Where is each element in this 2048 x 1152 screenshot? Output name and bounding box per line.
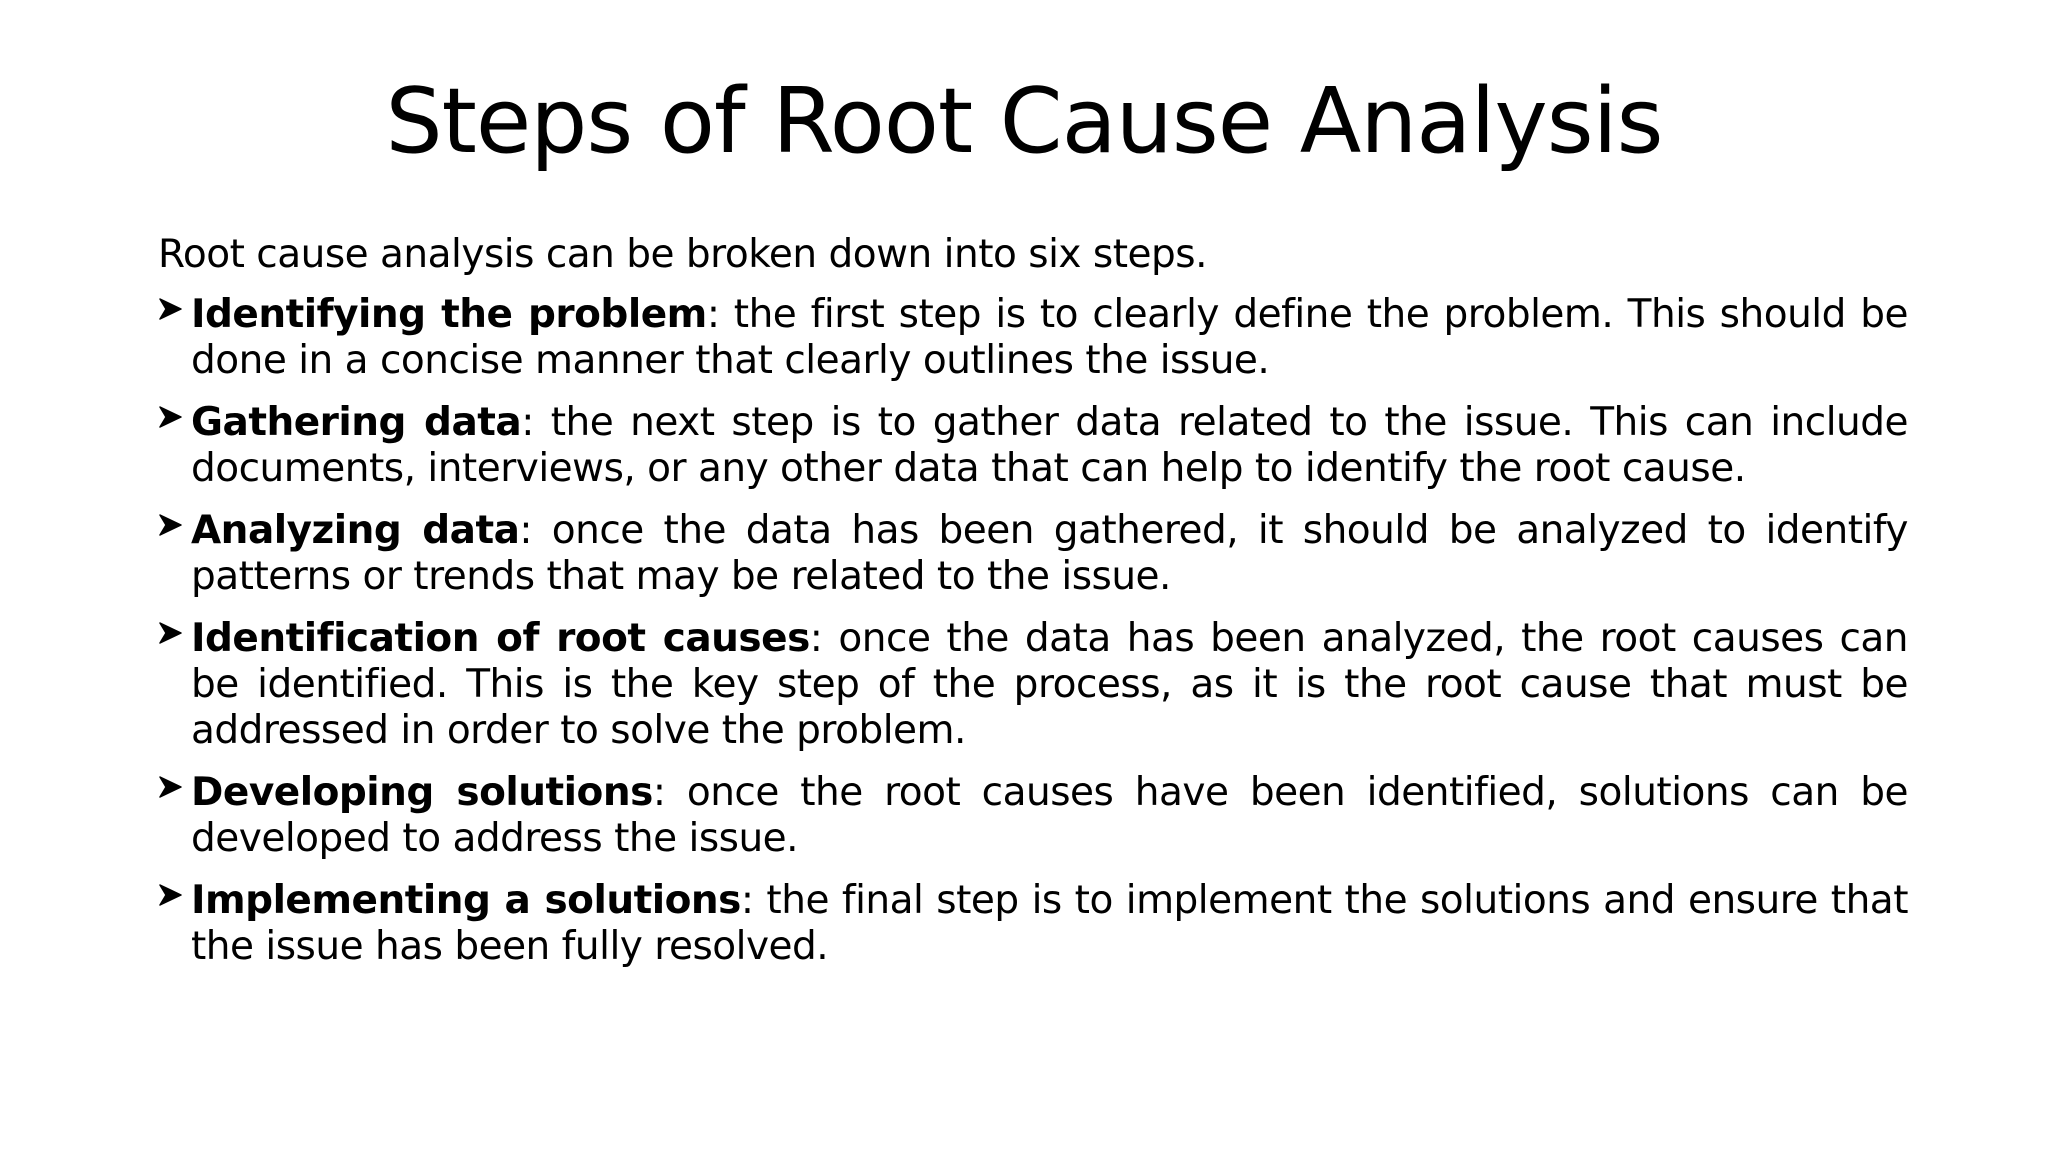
step-description: : the first step is to clearly define the problem. This should be done in a concise manner that clearly outlines the issue. <box>191 292 1908 383</box>
slide-title: Steps of Root Cause Analysis <box>385 69 1663 174</box>
step-item <box>158 400 1908 492</box>
step-title: Analyzing data <box>191 508 520 553</box>
step-item <box>158 770 1908 862</box>
step-title: Identifying the problem <box>191 292 707 337</box>
step-item <box>158 878 1908 970</box>
arrowhead-bullet-icon <box>158 770 188 816</box>
step-item <box>158 616 1908 754</box>
slide-body <box>158 232 1908 986</box>
step-title: Identification of root causes <box>191 616 810 661</box>
step-description: : once the root causes have been identified, solutions can be developed to address the issue. <box>191 770 1908 861</box>
step-description: : once the data has been gathered, it should be analyzed to identify patterns or trends that may be related to the issue. <box>191 508 1909 599</box>
step-item <box>158 292 1908 384</box>
intro-text: Root cause analysis can be broken down into six steps. <box>158 232 1207 277</box>
step-description: : the final step is to implement the solutions and ensure that the issue has been fully resolved. <box>191 878 1908 969</box>
arrowhead-bullet-icon <box>158 508 188 554</box>
arrowhead-bullet-icon <box>158 616 188 662</box>
step-item <box>158 508 1908 600</box>
arrowhead-bullet-icon <box>158 292 188 338</box>
arrowhead-bullet-icon <box>158 400 188 446</box>
step-title: Developing solutions <box>191 770 653 815</box>
step-title: Implementing a solutions <box>191 878 741 923</box>
arrowhead-bullet-icon <box>158 878 188 924</box>
step-description: : once the data has been analyzed, the root causes can be identified. This is the key step of the process, as it is the root cause that must be addressed in order to solve the problem. <box>191 616 1909 753</box>
step-description: : the next step is to gather data related to the issue. This can include documents, interviews, or any other data that can help to identify the root cause. <box>191 400 1908 491</box>
steps-list <box>158 292 1908 970</box>
step-title: Gathering data <box>191 400 522 445</box>
